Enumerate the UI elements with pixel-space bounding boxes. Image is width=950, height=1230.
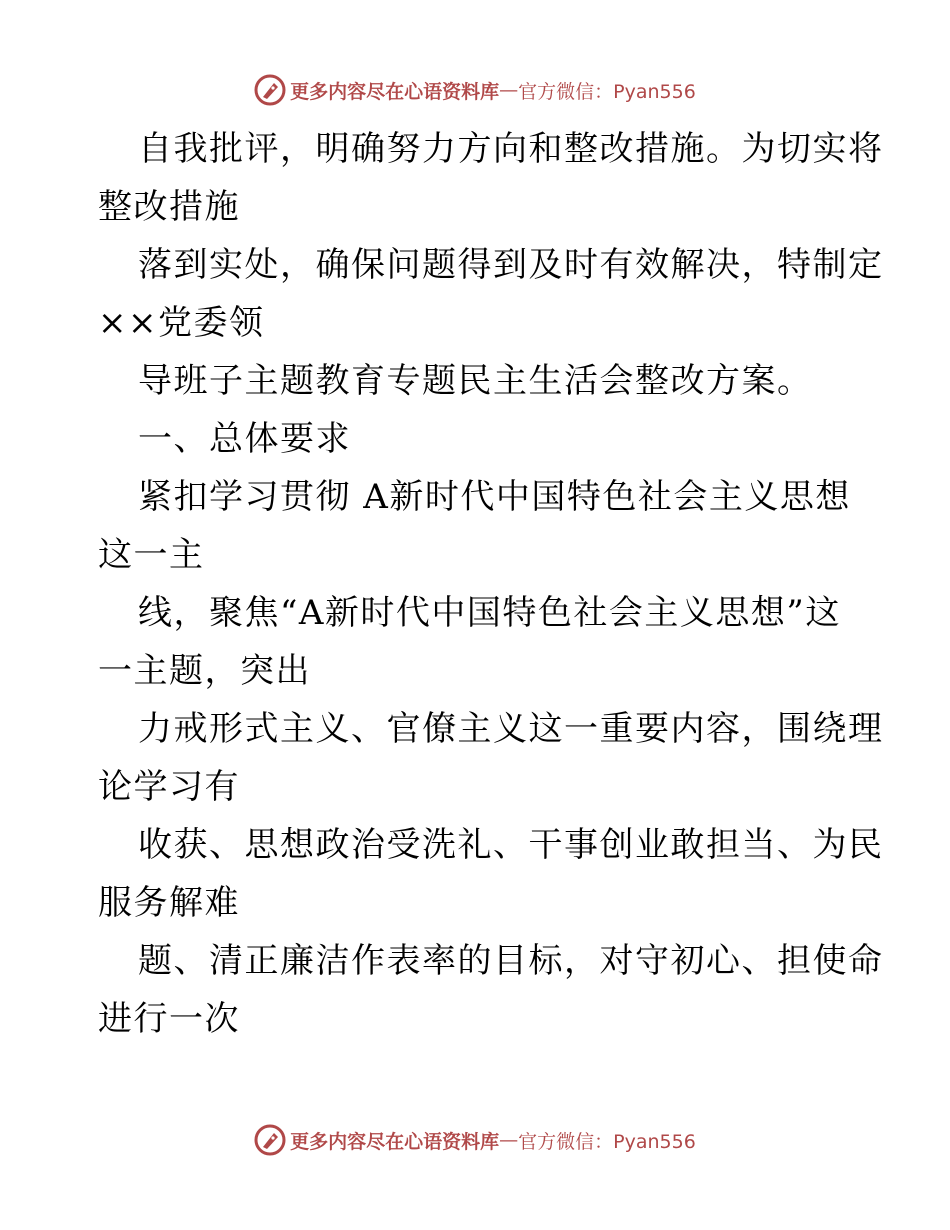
body-line: 这一主 [98,535,205,575]
body-line: 线，聚焦“A新时代中国特色社会主义思想”这 [138,593,841,633]
body-line: 一主题，突出 [98,651,311,691]
banner-wechat-id: 官方微信：Pyan556 [518,1130,696,1153]
body-line: 力戒形式主义、官僚主义这一重要内容，围绕理 [138,709,884,749]
banner-wechat-id: 官方微信：Pyan556 [518,80,696,103]
banner-dash: — [499,1129,519,1151]
footer-banner [0,1120,950,1160]
banner-dash: — [499,79,519,101]
body-line: 进行一次 [98,999,240,1039]
banner-site-name: 更多内容尽在心语资料库 [290,1130,500,1153]
document-body [98,120,884,1048]
body-line: 紧扣学习贯彻 A新时代中国特色社会主义思想 [138,477,851,517]
body-line: 导班子主题教育专题民主生活会整改方案。 [138,361,813,401]
body-line: 服务解难 [98,883,240,923]
body-line: 收获、思想政治受洗礼、干事创业敢担当、为民 [138,825,884,865]
body-line: 题、清正廉洁作表率的目标，对守初心、担使命 [138,941,884,981]
pen-nib-seal-icon [254,1124,286,1156]
section-heading: 一、总体要求 [138,419,351,459]
body-line: ××党委领 [98,303,265,343]
body-line: 论学习有 [98,767,240,807]
body-line: 落到实处，确保问题得到及时有效解决，特制定 [138,245,884,285]
body-line: 自我批评，明确努力方向和整改措施。为切实将 [138,129,884,169]
header-banner [0,70,950,110]
pen-nib-seal-icon [254,74,286,106]
body-line: 整改措施 [98,187,240,227]
banner-site-name: 更多内容尽在心语资料库 [290,80,500,103]
